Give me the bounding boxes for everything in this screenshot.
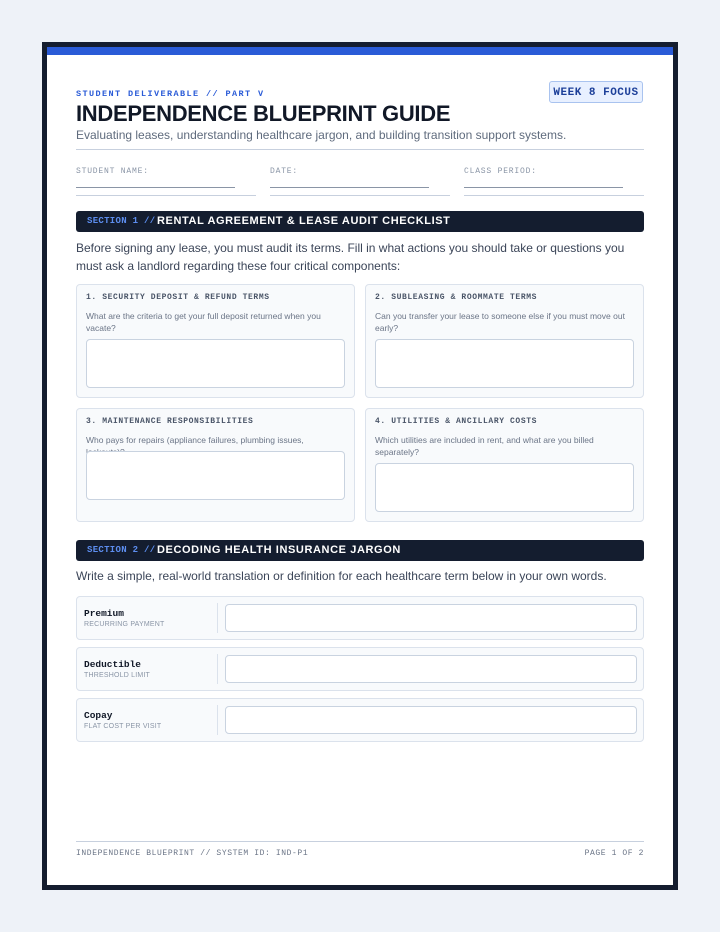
date-field[interactable] xyxy=(270,187,429,188)
worksheet-page xyxy=(47,47,673,885)
subleasing-answer-box[interactable] xyxy=(375,339,634,388)
term-hint: RECURRING PAYMENT xyxy=(84,621,165,628)
card-title: 4. UTILITIES & ANCILLARY COSTS xyxy=(375,417,538,426)
header-divider xyxy=(76,149,644,150)
page-title: INDEPENDENCE BLUEPRINT GUIDE xyxy=(76,101,451,126)
student-name-label: STUDENT NAME: xyxy=(76,167,149,176)
student-name-field[interactable] xyxy=(76,187,235,188)
card-title: 2. SUBLEASING & ROOMMATE TERMS xyxy=(375,293,538,302)
deposit-answer-box[interactable] xyxy=(86,339,345,388)
section-2-tag: SECTION 2 // xyxy=(87,545,156,555)
term-divider xyxy=(217,705,218,735)
term-divider xyxy=(217,603,218,633)
lease-card-subleasing xyxy=(365,284,644,398)
term-row-copay xyxy=(76,698,644,742)
week-badge: WEEK 8 FOCUS xyxy=(549,81,643,103)
card-question: Who pays for repairs (appliance failures, plumbing issues, xyxy=(86,435,304,445)
footer-divider xyxy=(76,841,644,842)
card-title: 3. MAINTENANCE RESPONSIBILITIES xyxy=(86,417,254,426)
term-row-premium xyxy=(76,596,644,640)
card-question: What are the criteria to get your full deposit returned when you vacate? xyxy=(86,311,321,333)
class-period-label: CLASS PERIOD: xyxy=(464,167,537,176)
section-1-header xyxy=(76,211,644,232)
date-label: DATE: xyxy=(270,167,299,176)
field-underline xyxy=(464,195,644,196)
section-1-title: RENTAL AGREEMENT & LEASE AUDIT CHECKLIST xyxy=(157,215,451,227)
card-question: Which utilities are included in rent, and what are you billed separately? xyxy=(375,435,594,457)
page-subtitle: Evaluating leases, understanding healthcare jargon, and building transition support systems. xyxy=(76,128,567,142)
eyebrow-label: STUDENT DELIVERABLE // PART V xyxy=(76,89,265,99)
section-1-intro: Before signing any lease, you must audit its terms. Fill in what actions you should take or questions you must ask a landlord regarding these four critical components: xyxy=(76,241,625,273)
section-2-header xyxy=(76,540,644,561)
term-name: Premium xyxy=(84,608,124,619)
term-hint: FLAT COST PER VISIT xyxy=(84,723,162,730)
accent-bar xyxy=(47,47,673,55)
copay-answer-field[interactable] xyxy=(225,706,637,734)
card-question: Can you transfer your lease to someone else if you must move out early? xyxy=(375,311,625,333)
footer-system-id: INDEPENDENCE BLUEPRINT // SYSTEM ID: IND-P1 xyxy=(76,849,309,858)
term-name: Copay xyxy=(84,710,113,721)
utilities-answer-box[interactable] xyxy=(375,463,634,512)
term-row-deductible xyxy=(76,647,644,691)
lease-card-maintenance xyxy=(76,408,355,522)
maintenance-answer-box[interactable] xyxy=(86,451,345,500)
section-1-tag: SECTION 1 // xyxy=(87,216,156,226)
term-hint: THRESHOLD LIMIT xyxy=(84,672,151,679)
deductible-answer-field[interactable] xyxy=(225,655,637,683)
page-number: PAGE 1 OF 2 xyxy=(584,849,644,858)
class-period-field[interactable] xyxy=(464,187,623,188)
page-frame xyxy=(42,42,678,890)
field-underline xyxy=(76,195,256,196)
section-2-intro: Write a simple, real-world translation or definition for each healthcare term below in your own words. xyxy=(76,569,607,583)
premium-answer-field[interactable] xyxy=(225,604,637,632)
lease-card-deposit xyxy=(76,284,355,398)
section-2-title: DECODING HEALTH INSURANCE JARGON xyxy=(157,544,401,556)
lease-card-utilities xyxy=(365,408,644,522)
term-divider xyxy=(217,654,218,684)
field-underline xyxy=(270,195,450,196)
card-title: 1. SECURITY DEPOSIT & REFUND TERMS xyxy=(86,293,270,302)
term-name: Deductible xyxy=(84,659,142,670)
